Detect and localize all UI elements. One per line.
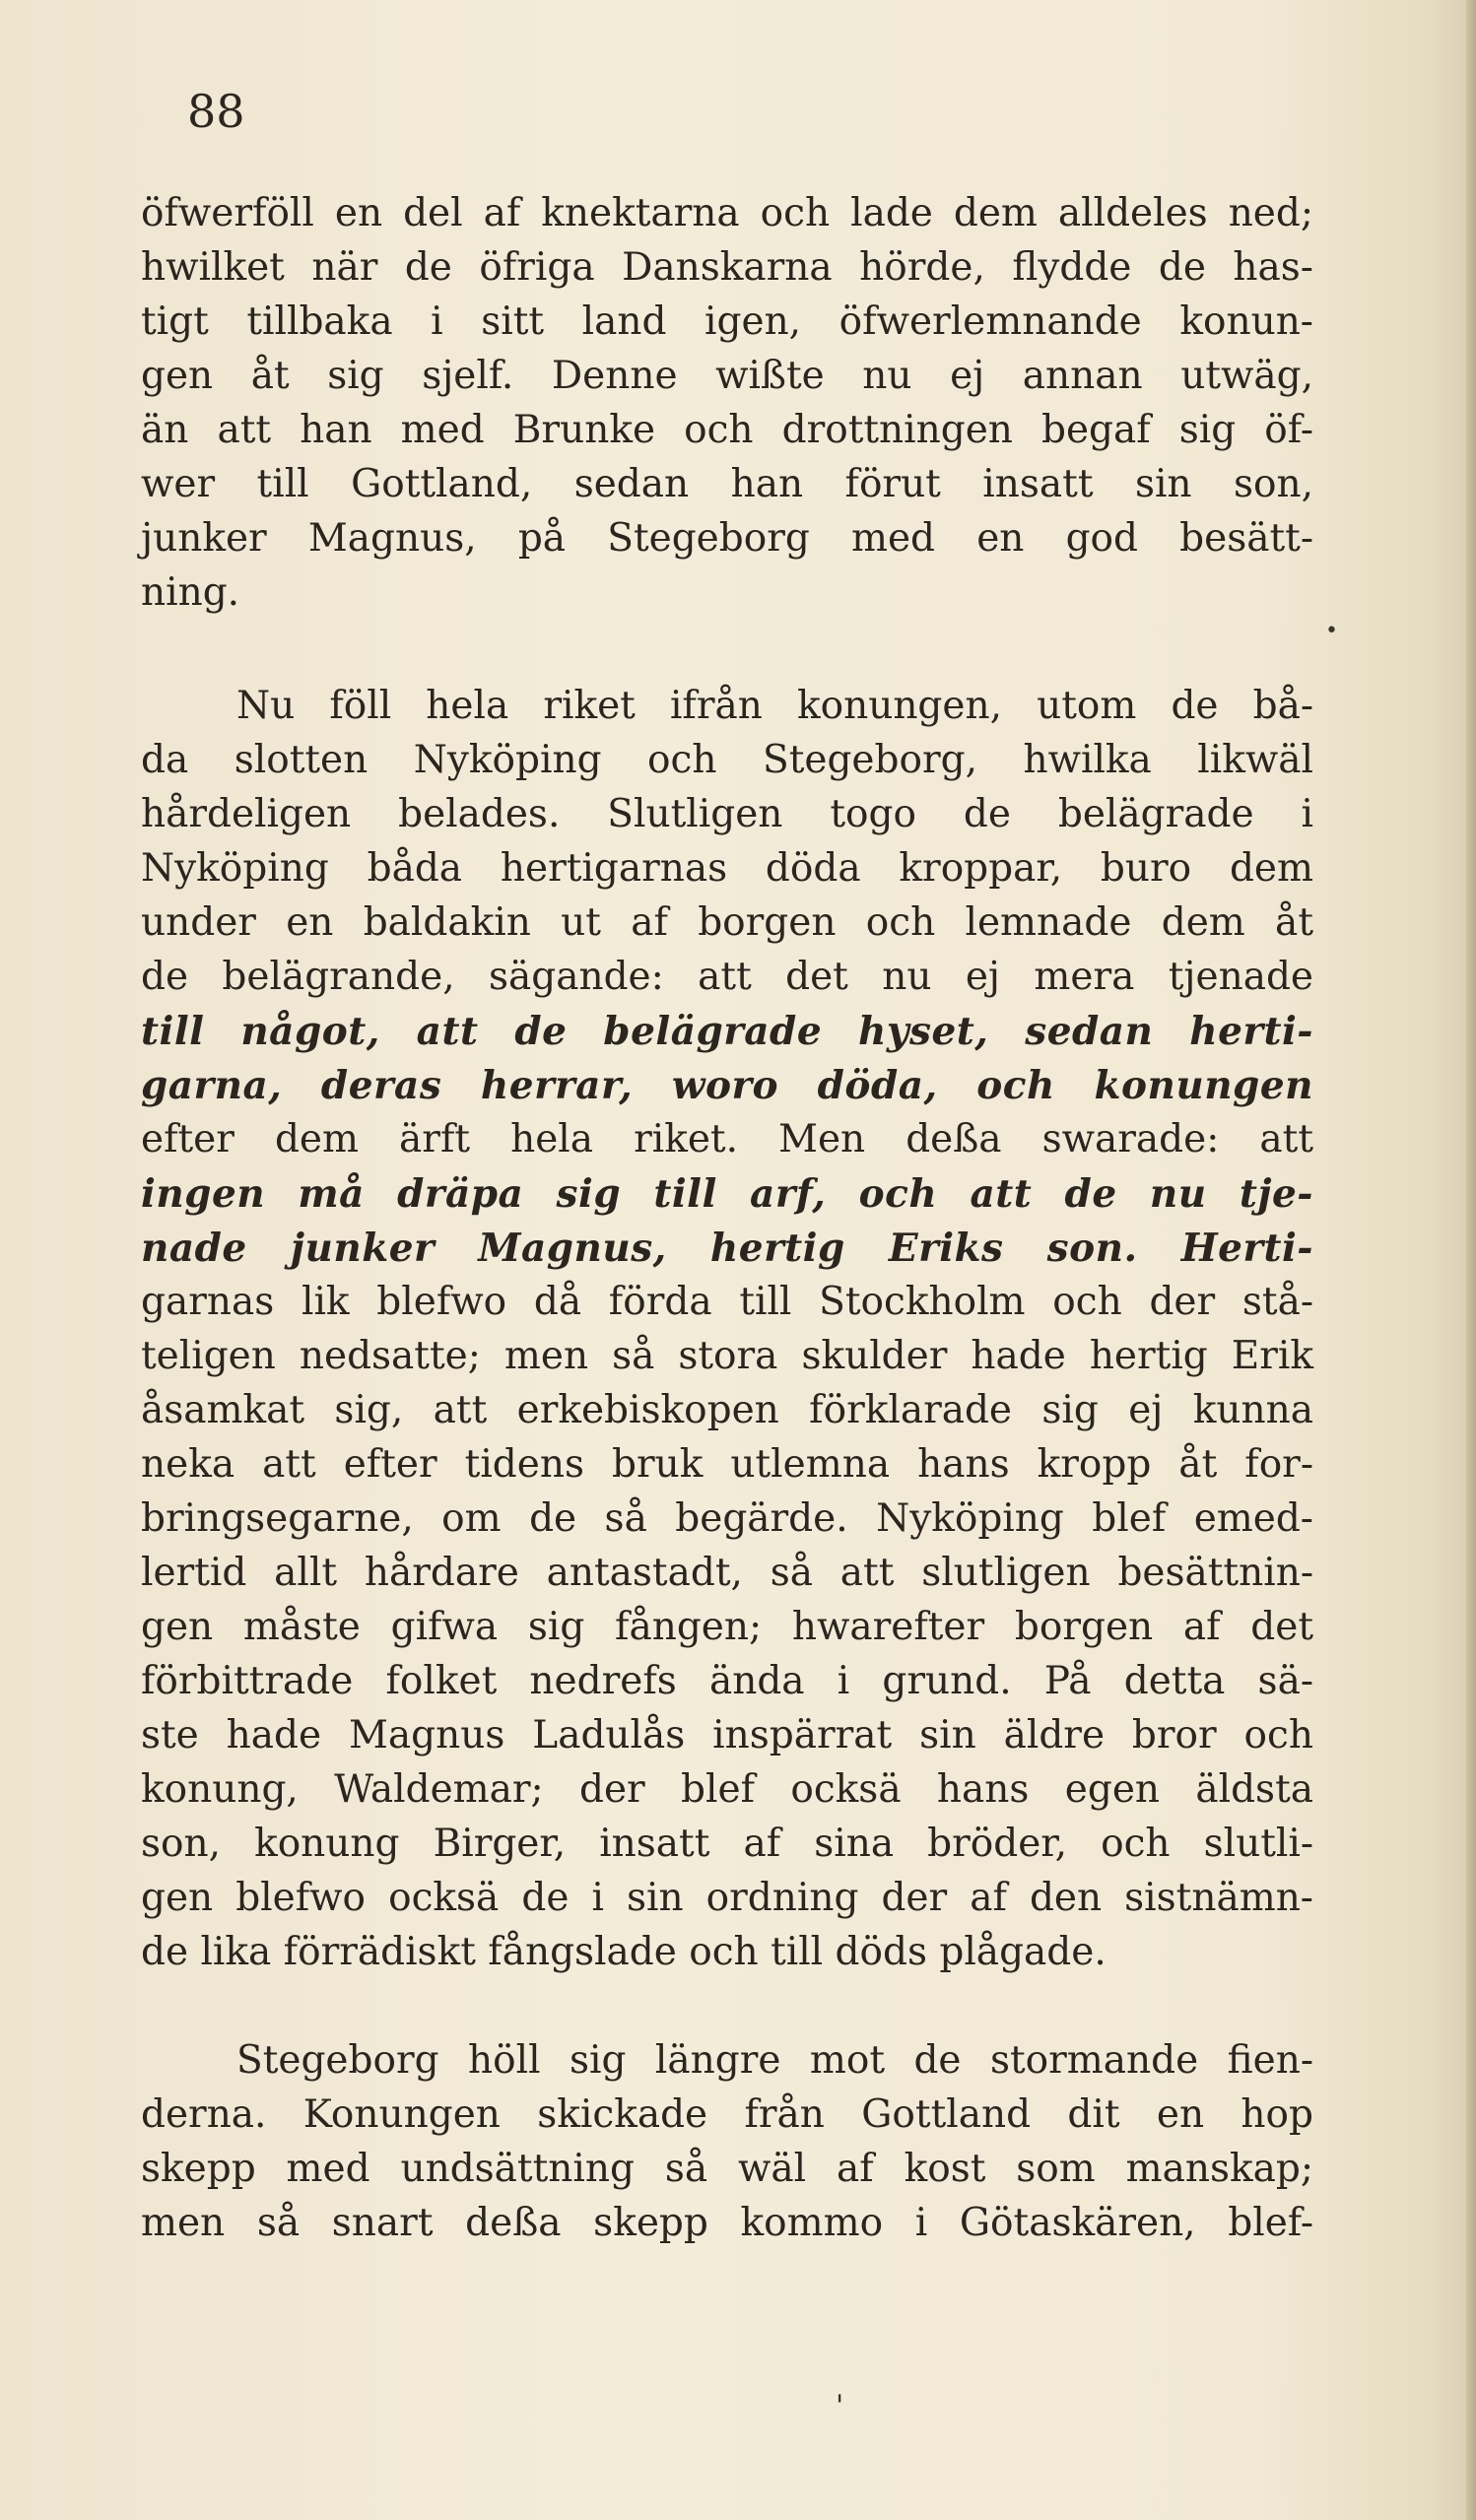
text-line: förbittrade folket nedrefs ända i grund. På detta sä- <box>141 1659 1313 1703</box>
page-edge <box>1466 0 1476 2520</box>
text-line: åsamkat sig, att erkebiskopen förklarade sig ej kunna <box>141 1388 1313 1432</box>
page-number: 88 <box>187 85 245 138</box>
text-line: tigt tillbaka i sitt land igen, öfwerlemnande konun- <box>141 299 1313 344</box>
emphasized-text-line: ingen må dräpa sig till arf, och att de nu tje- <box>141 1171 1313 1217</box>
text-line: ning. <box>141 570 240 615</box>
text-line: bringsegarne, om de så begärde. Nyköping blef emed- <box>141 1496 1313 1541</box>
text-line: Nyköping båda hertigarnas döda kroppar, buro dem <box>141 846 1313 891</box>
text-line: gen måste gifwa sig fången; hwarefter borgen af det <box>141 1605 1313 1649</box>
text-line: gen blefwo ocksä de i sin ordning der af den sistnämn- <box>141 1876 1313 1920</box>
text-line: ste hade Magnus Ladulås inspärrat sin äldre bror och <box>141 1713 1313 1757</box>
ink-mark: ' <box>836 2389 844 2423</box>
text-line: Stegeborg höll sig längre mot de stormande fien- <box>236 2038 1313 2083</box>
text-line: öfwerföll en del af knektarna och lade dem alldeles ned; <box>141 191 1313 235</box>
text-line: men så snart deßa skepp kommo i Götaskären, blef- <box>141 2201 1313 2245</box>
text-line: neka att efter tidens bruk utlemna hans kropp åt for- <box>141 1442 1313 1487</box>
text-line: junker Magnus, på Stegeborg med en god besätt- <box>141 516 1313 561</box>
text-line: garnas lik blefwo då förda till Stockholm och der stå- <box>141 1280 1313 1324</box>
emphasized-text-line: garna, deras herrar, woro döda, och konungen <box>141 1063 1313 1108</box>
text-line: än att han med Brunke och drottningen begaf sig öf- <box>141 408 1313 452</box>
text-line: hårdeligen belades. Slutligen togo de belägrade i <box>141 792 1313 836</box>
emphasized-text-line: till något, att de belägrade hyset, sedan herti- <box>141 1009 1313 1054</box>
text-line: skepp med undsättning så wäl af kost som manskap; <box>141 2147 1313 2191</box>
text-line: under en baldakin ut af borgen och lemnade dem åt <box>141 900 1313 945</box>
emphasized-text-line: nade junker Magnus, hertig Eriks son. Herti- <box>141 1226 1313 1271</box>
text-line: derna. Konungen skickade från Gottland dit en hop <box>141 2092 1313 2137</box>
text-line: hwilket när de öfriga Danskarna hörde, flydde de has- <box>141 245 1313 290</box>
text-line: son, konung Birger, insatt af sina bröder, och slutli- <box>141 1822 1313 1866</box>
text-line: de belägrande, sägande: att det nu ej mera tjenade <box>141 955 1313 999</box>
text-line: teligen nedsatte; men så stora skulder hade hertig Erik <box>141 1334 1313 1378</box>
text-line: da slotten Nyköping och Stegeborg, hwilka likwäl <box>141 738 1313 782</box>
text-line: konung, Waldemar; der blef ocksä hans egen äldsta <box>141 1767 1313 1812</box>
text-line: lertid allt hårdare antastadt, så att slutligen besättnin- <box>141 1551 1313 1595</box>
ink-speck: • <box>1325 619 1338 643</box>
text-line: efter dem ärft hela riket. Men deßa swarade: att <box>141 1117 1313 1161</box>
text-line: de lika förrädiskt fångslade och till döds plågade. <box>141 1930 1107 1974</box>
text-line: Nu föll hela riket ifrån konungen, utom de bå- <box>236 684 1313 728</box>
text-line: gen åt sig sjelf. Denne wißte nu ej annan utwäg, <box>141 354 1313 398</box>
text-line: wer till Gottland, sedan han förut insatt sin son, <box>141 462 1313 506</box>
